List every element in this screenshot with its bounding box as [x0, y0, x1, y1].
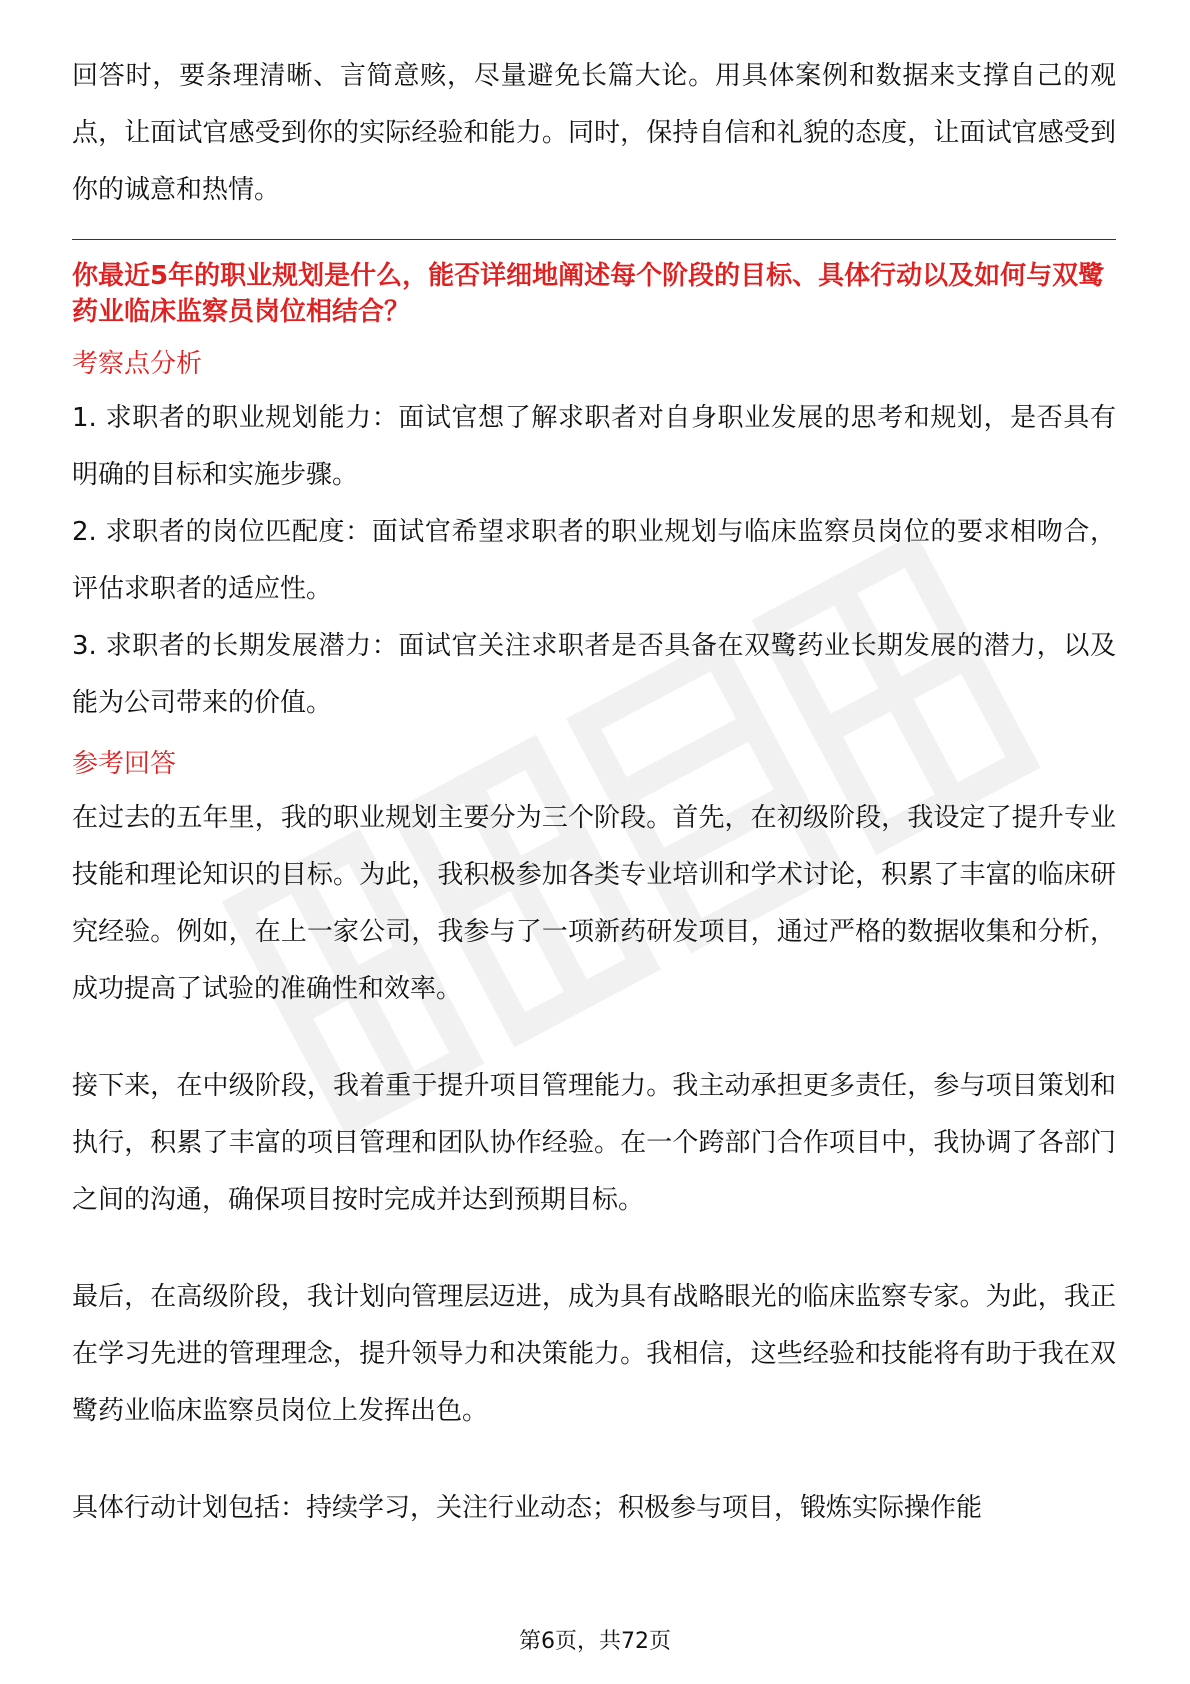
- analysis-heading: 考察点分析: [72, 349, 203, 379]
- answer-paragraph-4: 具体行动计划包括：持续学习，关注行业动态；积极参与项目，锻炼实际操作能: [72, 1493, 983, 1523]
- answer-paragraph-3: 最后，在高级阶段，我计划向管理层迈进，成为具有战略眼光的临床监察专家。为此，我正在学习先进的管理理念，提升领导力和决策能力。我相信，这些经验和技能将有助于我在双鹭药业临床监察员岗位上发挥出色。: [72, 1282, 1116, 1426]
- document-page: [72, 48, 1116, 1537]
- answer-paragraph-1: 在过去的五年里，我的职业规划主要分为三个阶段。首先，在初级阶段，我设定了提升专业技能和理论知识的目标。为此，我积极参加各类专业培训和学术讨论，积累了丰富的临床研究经验。例如，在上一家公司，我参与了一项新药研发项目，通过严格的数据收集和分析，成功提高了试验的准确性和效率。: [72, 803, 1116, 1004]
- section-divider: [72, 239, 1116, 240]
- analysis-point-3: 3. 求职者的长期发展潜力：面试官关注求职者是否具备在双鹭药业长期发展的潜力，以及能为公司带来的价值。: [72, 631, 1116, 718]
- answer-paragraph-2: 接下来，在中级阶段，我着重于提升项目管理能力。我主动承担更多责任，参与项目策划和执行，积累了丰富的项目管理和团队协作经验。在一个跨部门合作项目中，我协调了各部门之间的沟通，确保项目按时完成并达到预期目标。: [72, 1071, 1116, 1215]
- page-number: 第6页，共72页: [519, 1629, 671, 1654]
- analysis-point-2: 2. 求职者的岗位匹配度：面试官希望求职者的职业规划与临床监察员岗位的要求相吻合，评估求职者的适应性。: [72, 517, 1116, 604]
- intro-paragraph: 回答时，要条理清晰、言简意赅，尽量避免长篇大论。用具体案例和数据来支撑自己的观点，让面试官感受到你的实际经验和能力。同时，保持自信和礼貌的态度，让面试官感受到你的诚意和热情。: [72, 61, 1116, 205]
- answer-heading: 参考回答: [72, 749, 177, 779]
- interview-question: 你最近5年的职业规划是什么，能否详细地阐述每个阶段的目标、具体行动以及如何与双鹭药业临床监察员岗位相结合？: [72, 261, 1105, 327]
- analysis-point-1: 1. 求职者的职业规划能力：面试官想了解求职者对自身职业发展的思考和规划，是否具有明确的目标和实施步骤。: [72, 403, 1116, 490]
